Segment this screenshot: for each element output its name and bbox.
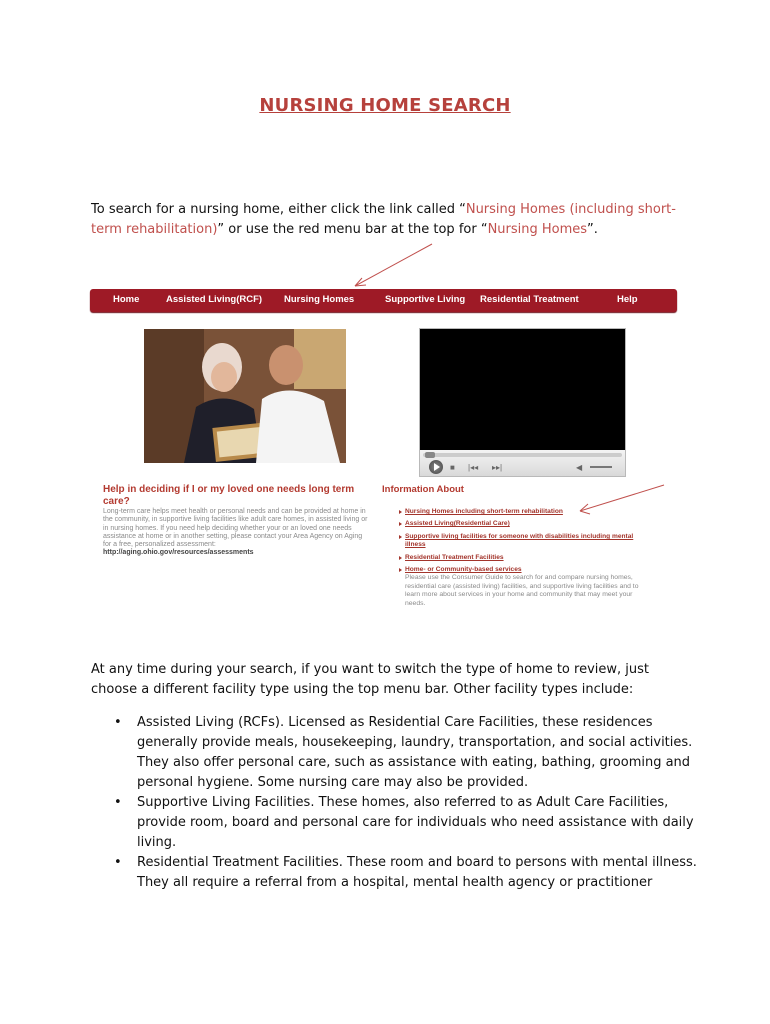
list-item-text: Residential Treatment Facilities. These room and board to persons with mental illness. They all require a referral from a hospital, mental health agency or practitioner (137, 855, 697, 890)
menu-item-nursing-homes[interactable]: Nursing Homes (284, 294, 355, 305)
bullet-icon: • (114, 855, 122, 870)
help-body (103, 508, 371, 558)
embedded-website-screenshot (90, 289, 677, 619)
bullet-icon: • (114, 795, 122, 810)
bullet-arrow-icon (399, 522, 402, 526)
play-icon[interactable] (429, 460, 443, 474)
caregiver-photo (144, 329, 346, 463)
video-player[interactable] (419, 328, 626, 477)
info-description: Please use the Consumer Guide to search for and compare nursing homes, residential care (assisted living) facilities, and supportive living facilities and to learn more about services in your home and community that may meet your needs. (405, 574, 639, 607)
info-link-home-community[interactable]: Home- or Community-based services (405, 566, 522, 573)
fast-forward-icon[interactable]: ▸▸| (492, 463, 503, 472)
stop-icon[interactable]: ■ (450, 463, 455, 472)
bullet-icon: • (114, 715, 122, 730)
menu-item-assisted-living[interactable]: Assisted Living(RCF) (166, 294, 263, 305)
arrow-to-menu-head-icon (355, 278, 366, 286)
list-item (112, 853, 702, 893)
menu-item-supportive-living[interactable]: Supportive Living (385, 294, 466, 305)
menu-item-home[interactable]: Home (113, 294, 140, 305)
intro-text-1: To search for a nursing home, either click the link called “ (91, 202, 466, 217)
volume-icon[interactable]: ◀ (576, 463, 583, 472)
bullet-arrow-icon (399, 556, 402, 560)
bullet-arrow-icon (399, 535, 402, 539)
info-link-residential-treatment[interactable]: Residential Treatment Facilities (405, 554, 504, 561)
info-link-nursing-homes[interactable]: Nursing Homes including short-term rehabilitation (405, 508, 563, 515)
body-paragraph: At any time during your search, if you want to switch the type of home to review, just choose a different facility type using the top menu bar. Other facility types include: (91, 662, 649, 697)
info-heading: Information About (382, 484, 464, 495)
info-link-supportive-living[interactable]: Supportive living facilities for someone with disabilities including mental illness (405, 533, 634, 548)
list-item (112, 793, 702, 853)
arrow-to-menu-line (355, 244, 432, 286)
intro-text-2: ” or use the red menu bar at the top for “ (217, 222, 488, 237)
list-item-text: Supportive Living Facilities. These homes, also referred to as Adult Care Facilities, provide room, board and personal care for individuals who need assistance with daily living. (137, 795, 694, 850)
red-menu-bar (90, 289, 677, 312)
video-controls (420, 450, 625, 476)
help-body-text: Long-term care helps meet health or personal needs and can be provided at home in the community, in supportive living facilities like adult care homes, in assisted living or in nursing homes. If you need help deciding whether your or an loved one needs assistance at home or in another setting, please contact your Area Agency on Aging for a free, personalized assessment: (103, 508, 368, 549)
list-item (112, 713, 702, 793)
list-item-text: Assisted Living (RCFs). Licensed as Residential Care Facilities, these residences generally provide meals, housekeeping, laundry, transportation, and social activities. They also offer personal care, such as assistance with eating, bathing, grooming and personal hygiene. Some nursing care may also be provided. (137, 715, 693, 790)
assessment-link[interactable]: http://aging.ohio.gov/resources/assessments (103, 549, 254, 557)
bullet-arrow-icon (399, 510, 402, 514)
volume-slider[interactable] (590, 466, 612, 468)
facility-types-list (112, 713, 702, 893)
menu-reference: Nursing Homes (487, 222, 588, 237)
info-link-assisted-living[interactable]: Assisted Living(Residential Care) (405, 520, 510, 527)
intro-text-3: ”. (587, 222, 598, 237)
intro-paragraph (91, 200, 691, 240)
bullet-arrow-icon (399, 568, 402, 572)
rewind-icon[interactable]: |◂◂ (468, 463, 479, 472)
menu-item-help[interactable]: Help (617, 294, 638, 305)
help-heading: Help in deciding if I or my loved one needs long term care? (103, 484, 355, 507)
caregiver-photo-illustration (144, 329, 346, 463)
page-title: NURSING HOME SEARCH (259, 95, 511, 116)
nursing-homes-link-reference: Nursing Homes (including short-term rehabilitation) (91, 202, 676, 237)
menu-item-residential-treatment[interactable]: Residential Treatment (480, 294, 579, 305)
seek-handle[interactable] (425, 452, 435, 458)
video-seek-bar[interactable] (423, 453, 622, 457)
